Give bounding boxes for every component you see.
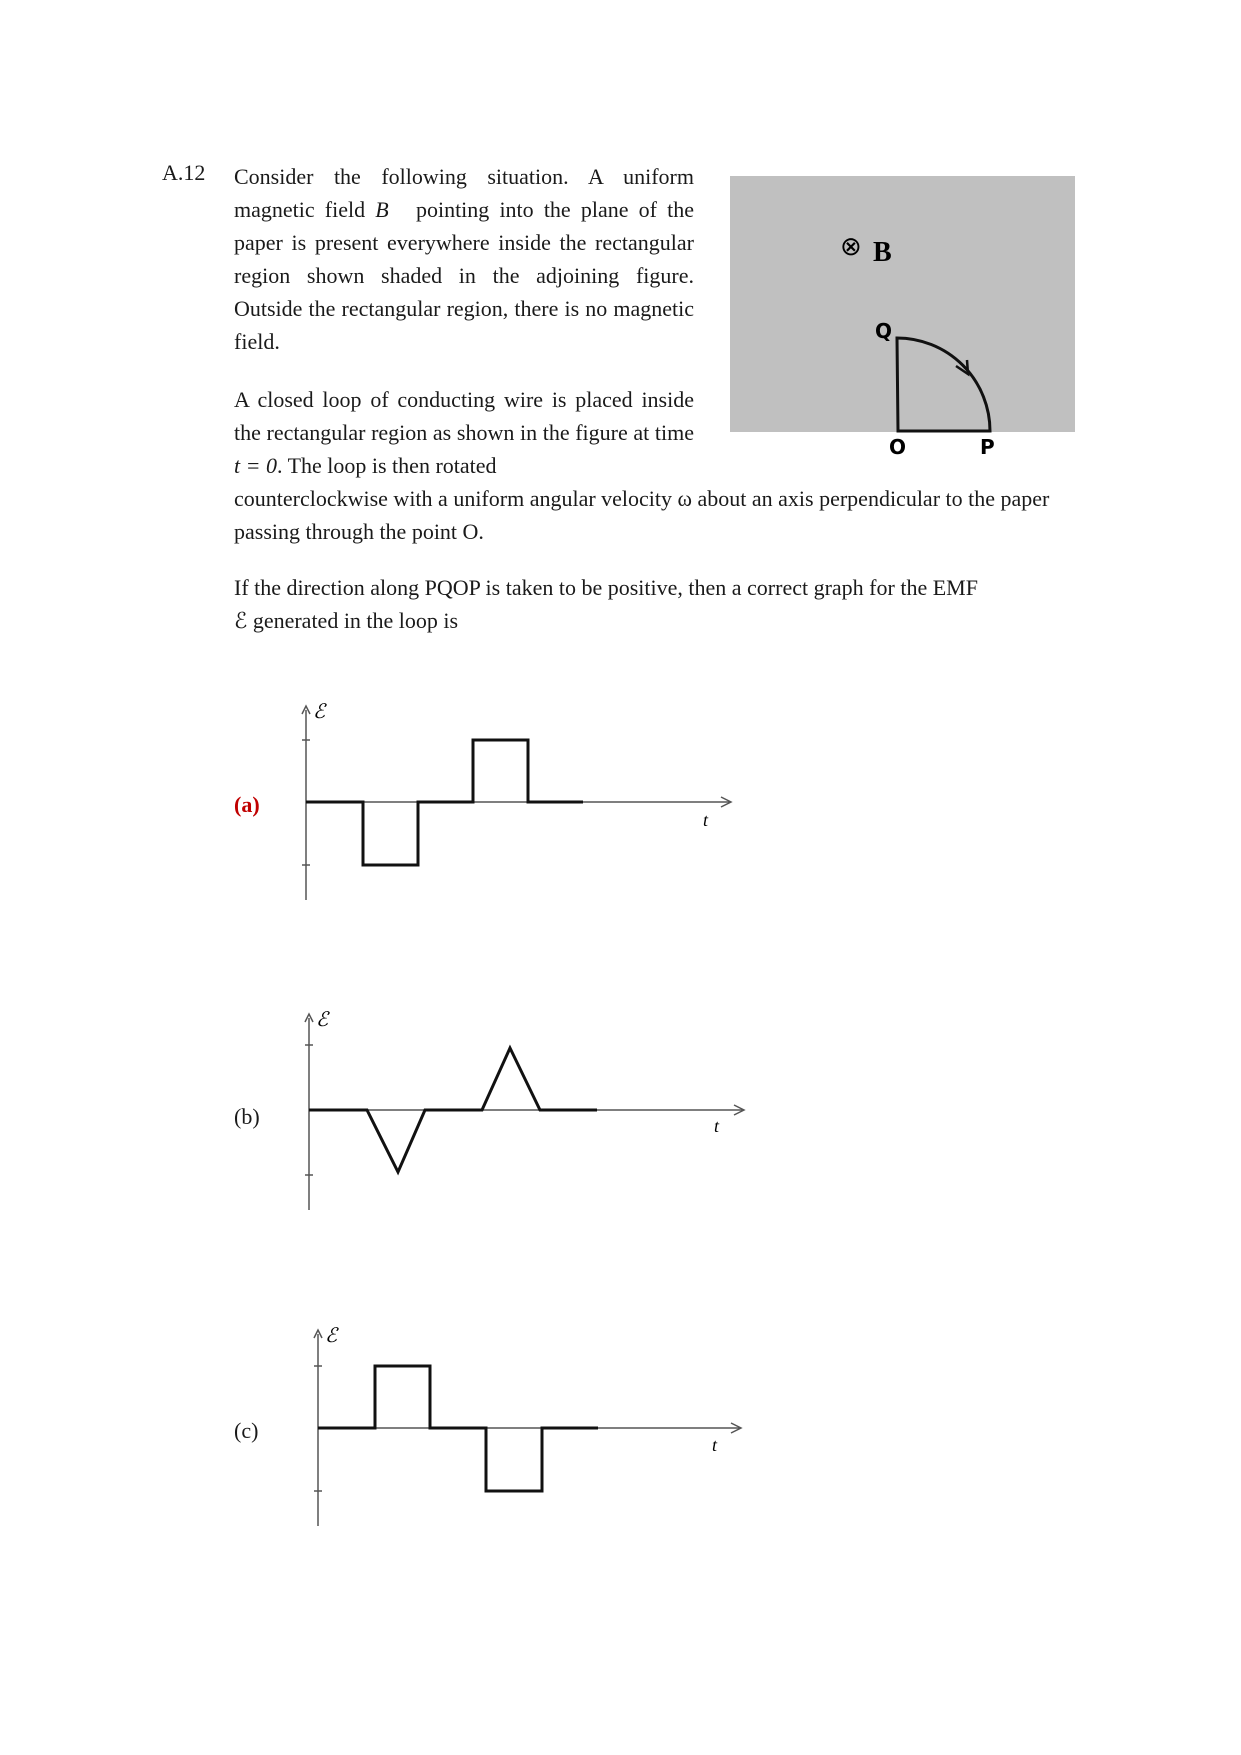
time-zero-math: t = 0 xyxy=(234,453,277,478)
para1-text-a: Consider the following situation. A uniform magnetic field xyxy=(234,164,694,222)
point-p-label: P xyxy=(980,435,995,459)
question-paragraph-2-continued: counterclockwise with a uniform angular velocity ω about an axis perpendicular to the paper passing through the point O. xyxy=(234,486,1050,544)
option-a-label: (a) xyxy=(234,792,260,817)
loop-figure xyxy=(730,176,1090,476)
graph-b-curve xyxy=(309,1048,597,1172)
question-paragraph-3 xyxy=(234,571,1086,637)
para1-text-b: pointing into the plane of the paper is present everywhere inside the rectangular region shown shaded in the adjoining figure. Outside the rectangular region, there is no magnetic field. xyxy=(234,197,694,354)
graph-b-y-label: ℰ xyxy=(316,1009,329,1031)
question-paragraph-1 xyxy=(234,160,694,358)
point-q-label: Q xyxy=(875,319,893,343)
graph-c-curve xyxy=(318,1366,598,1491)
para2-text-b: . The loop is then rotated xyxy=(276,453,497,478)
graph-a-x-label: t xyxy=(703,810,709,830)
para3-line-1: If the direction along PQOP is taken to be positive, then a correct graph for the EMF xyxy=(234,575,978,600)
para3-line-2: ℰ generated in the loop is xyxy=(234,608,459,633)
para2-text-a: A closed loop of conducting wire is placed inside the rectangular region as shown in the figure at time xyxy=(234,387,694,445)
question-paragraph-2 xyxy=(234,383,694,482)
point-o-label: O xyxy=(889,435,907,459)
field-symbol-inline: B⃗ xyxy=(375,197,406,222)
graph-c xyxy=(280,1318,750,1538)
graph-a-curve xyxy=(306,740,583,865)
option-b-label: (b) xyxy=(234,1104,260,1129)
question-number: A.12 xyxy=(162,160,206,185)
graph-a xyxy=(280,690,750,910)
into-page-symbol: ⊗ xyxy=(840,232,862,262)
field-label: B⃗ xyxy=(873,237,914,268)
graph-b xyxy=(280,1000,750,1220)
graph-c-x-label: t xyxy=(712,1435,718,1455)
graph-c-y-label: ℰ xyxy=(325,1325,338,1347)
graph-b-x-label: t xyxy=(714,1116,720,1136)
option-c-label: (c) xyxy=(234,1418,259,1443)
graph-a-y-label: ℰ xyxy=(313,701,326,723)
quarter-circle-loop xyxy=(897,338,990,431)
